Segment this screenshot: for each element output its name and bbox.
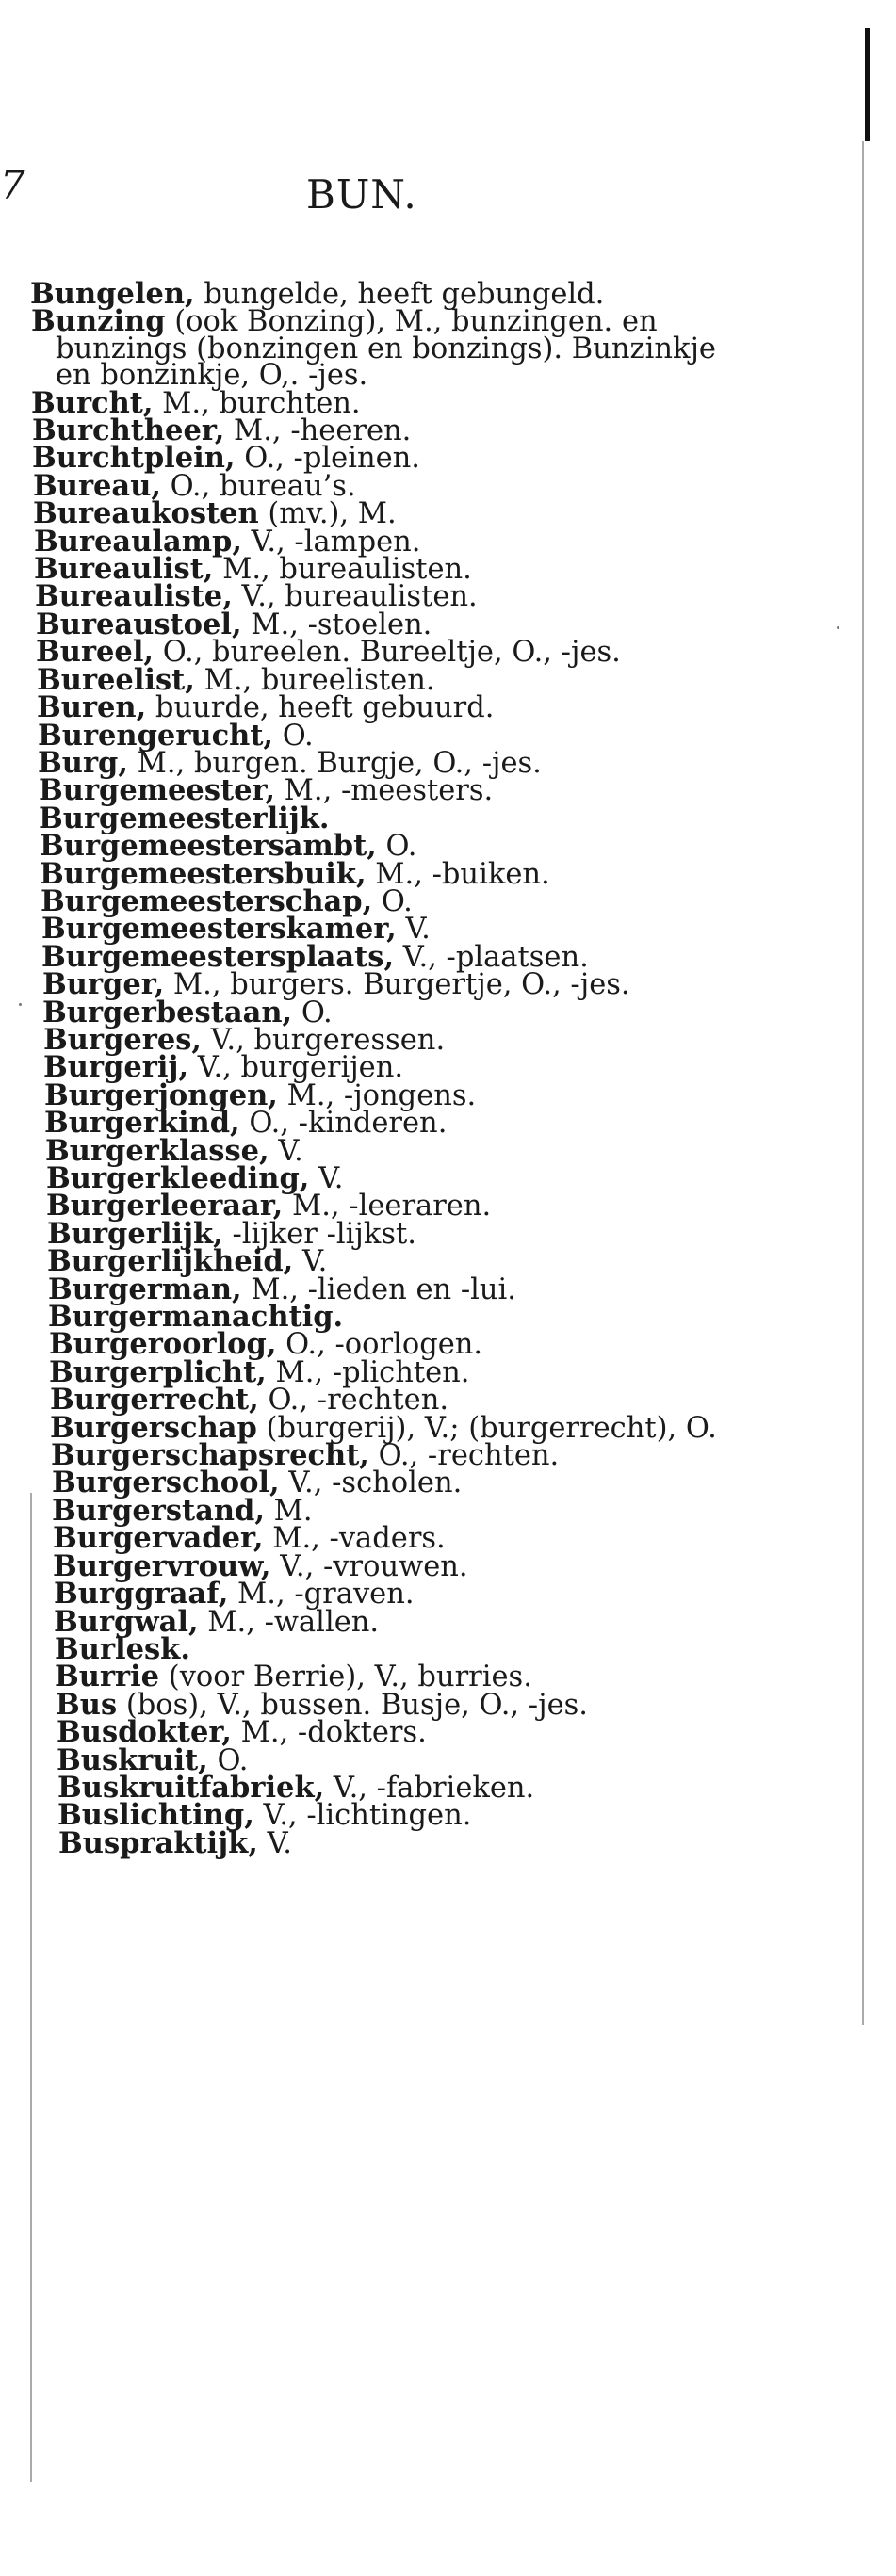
dictionary-entries xyxy=(30,277,746,1860)
entry-headword: Burgerij, xyxy=(43,1050,189,1085)
entry-definition: O., -oorlogen. xyxy=(276,1328,483,1362)
entry-headword: Burgerkleeding, xyxy=(46,1161,310,1195)
entry-headword: Bureaustoel, xyxy=(36,607,242,641)
entry-definition: V., bureaulisten. xyxy=(232,580,478,614)
page-number: 7 xyxy=(0,162,25,208)
entry-definition: M., -buiken. xyxy=(366,857,550,891)
entry-definition: M., -stoelen. xyxy=(241,608,432,641)
entry-definition: M., bureaulisten. xyxy=(213,553,472,587)
entry-headword: Burgerklasse, xyxy=(45,1133,269,1168)
entry-definition: M., -leeraren. xyxy=(283,1190,492,1223)
entry-definition: M., bureelisten. xyxy=(194,663,435,697)
entry-definition: V. xyxy=(293,1245,328,1279)
entry-headword: Bus xyxy=(56,1687,118,1722)
entry-headword: Bureaulist, xyxy=(34,552,214,587)
entry-headword: Bureauliste, xyxy=(35,579,233,614)
entry-headword: Burgerrecht, xyxy=(50,1383,259,1418)
page-title: BUN. xyxy=(306,171,417,218)
entry-headword: Burgerlijkheid, xyxy=(47,1244,294,1279)
entry-headword: Burgerbestaan, xyxy=(42,995,293,1029)
entry-definition: M., -wallen. xyxy=(198,1605,380,1639)
entry-headword: Bureaukosten xyxy=(33,496,259,531)
entry-definition: O. xyxy=(372,884,413,918)
entry-definition: M., -dokters. xyxy=(231,1716,427,1750)
entry-headword: Burgervrouw, xyxy=(53,1548,271,1583)
speck xyxy=(837,626,839,629)
entry-headword: Bureelist, xyxy=(37,662,195,697)
entry-headword: Buslichting, xyxy=(57,1798,254,1833)
entry-headword: Bureau, xyxy=(33,468,161,503)
entry-headword: Burgwal, xyxy=(54,1604,199,1639)
entry-headword: Burengerucht, xyxy=(38,718,274,753)
entry-definition: V., -lichtingen. xyxy=(253,1799,472,1833)
entry-definition: M., -vaders. xyxy=(263,1522,446,1556)
entry-headword: Burgerman, xyxy=(48,1272,242,1306)
entry-definition: buurde, heeft gebuurd. xyxy=(146,691,495,725)
entry-definition: O., -pleinen. xyxy=(235,442,420,476)
entry-headword: Bureel, xyxy=(36,635,155,670)
dictionary-entry xyxy=(38,718,746,753)
entry-definition: V., burgerijen. xyxy=(188,1051,404,1085)
speck xyxy=(19,1003,22,1006)
entry-headword: Burgerjongen, xyxy=(44,1077,278,1112)
entry-definition: V. xyxy=(309,1162,344,1195)
entry-headword: Burgemeesterskamer, xyxy=(41,912,397,947)
entry-headword: Burchtplein, xyxy=(32,441,236,476)
entry-headword: Burgemeestersbuik, xyxy=(40,856,367,891)
entry-definition: M., -graven. xyxy=(228,1578,415,1612)
entry-headword: Burgerleeraar, xyxy=(46,1189,284,1223)
entry-definition: M., burgers. Burgertje, O., -jes. xyxy=(164,968,630,1002)
entry-definition: -lijker -lijkst. xyxy=(222,1217,416,1251)
entry-headword: Bunzing xyxy=(31,304,166,339)
entry-headword: Burgerschap xyxy=(50,1410,257,1445)
entry-definition: O. xyxy=(273,719,314,753)
entry-headword: Burg, xyxy=(38,745,128,780)
entry-definition: M., burgen. Burgje, O., -jes. xyxy=(127,746,542,780)
entry-definition: O., bureau’s. xyxy=(160,469,356,503)
entry-headword: Bungelen, xyxy=(30,277,195,311)
entry-definition: O., -rechten. xyxy=(368,1439,560,1473)
entry-definition: V., -plaatsen. xyxy=(394,940,589,974)
entry-headword: Buskruit, xyxy=(57,1742,208,1777)
entry-definition: V. xyxy=(396,913,431,947)
entry-headword: Burggraaf, xyxy=(54,1577,229,1612)
entry-headword: Buren, xyxy=(37,690,147,725)
entry-definition: M. xyxy=(264,1494,313,1528)
entry-headword: Burgerstand, xyxy=(52,1493,265,1528)
entry-definition: V. xyxy=(269,1134,303,1168)
entry-definition: V., -vrouwen. xyxy=(270,1549,468,1583)
entry-headword: Burgerkind, xyxy=(44,1106,240,1141)
entry-definition: M., -plichten. xyxy=(266,1355,470,1389)
entry-headword: Burcht, xyxy=(31,385,154,420)
entry-definition: O., -rechten. xyxy=(258,1384,449,1418)
entry-definition: V., -fabrieken. xyxy=(324,1771,535,1805)
entry-definition: O. xyxy=(292,996,333,1029)
entry-headword: Burlesk. xyxy=(55,1631,190,1666)
dictionary-entry xyxy=(55,1660,746,1694)
entry-headword: Burgerschapsrecht, xyxy=(51,1438,369,1473)
entry-definition: (burgerij), V.; (burgerrecht), O. xyxy=(256,1411,717,1445)
right-margin-rule xyxy=(865,28,870,141)
entry-headword: Burgemeestersambt, xyxy=(40,829,377,864)
entry-definition: V., -scholen. xyxy=(279,1466,463,1500)
entry-definition: M., -lieden en -lui. xyxy=(241,1272,516,1306)
entry-headword: Burgerschool, xyxy=(52,1466,280,1500)
entry-headword: Bureaulamp, xyxy=(34,524,242,559)
entry-headword: Burgerplicht, xyxy=(49,1354,267,1389)
entry-definition: O. xyxy=(376,830,417,864)
entry-headword: Burgeres, xyxy=(43,1022,203,1057)
entry-headword: Busdokter, xyxy=(57,1715,232,1750)
entry-headword: Burgervader, xyxy=(53,1521,264,1556)
entry-headword: Burgemeesterlijk. xyxy=(39,801,330,835)
entry-definition: (mv.), M. xyxy=(258,497,397,531)
dictionary-entry xyxy=(58,1825,746,1860)
entry-headword: Burgerlijk, xyxy=(47,1216,223,1251)
entry-definition: (voor Berrie), V., burries. xyxy=(159,1661,532,1694)
entry-definition: O. xyxy=(207,1743,249,1777)
entry-definition: V. xyxy=(257,1826,292,1860)
dictionary-entry xyxy=(31,304,746,393)
right-margin-shadow xyxy=(862,141,864,2025)
entry-definition: (ook Bonzing), M., bunzingen. en bunzings (bonzingen en bonzings). Bunzinkje en bonzinkje, O,. -jes. xyxy=(56,305,725,393)
entry-definition: V., -lampen. xyxy=(241,525,421,559)
entry-definition: bungelde, heeft gebungeld. xyxy=(194,278,605,311)
entry-headword: Burger, xyxy=(42,967,165,1002)
entry-definition: M., burchten. xyxy=(153,386,361,420)
entry-definition: M., -jongens. xyxy=(277,1078,477,1112)
entry-headword: Burrie xyxy=(55,1660,160,1694)
entry-headword: Burgeroorlog, xyxy=(49,1327,277,1362)
entry-headword: Burgemeestersplaats, xyxy=(41,939,395,974)
entry-headword: Buskruitfabriek, xyxy=(57,1770,325,1805)
entry-definition: V., burgeressen. xyxy=(202,1023,446,1057)
entry-headword: Burgermanachtig. xyxy=(48,1300,344,1335)
entry-headword: Buspraktijk, xyxy=(58,1825,258,1860)
entry-definition: O., -kinderen. xyxy=(239,1107,448,1141)
entry-definition: (bos), V., bussen. Busje, O., -jes. xyxy=(117,1688,588,1722)
entry-headword: Burgemeesterschap, xyxy=(41,883,373,918)
entry-definition: M., -meesters. xyxy=(274,774,494,808)
entry-headword: Burchtheer, xyxy=(32,413,225,448)
entry-definition: M., -heeren. xyxy=(224,414,412,448)
entry-definition: O., bureelen. Bureeltje, O., -jes. xyxy=(154,636,621,670)
entry-headword: Burgemeester, xyxy=(39,773,275,808)
